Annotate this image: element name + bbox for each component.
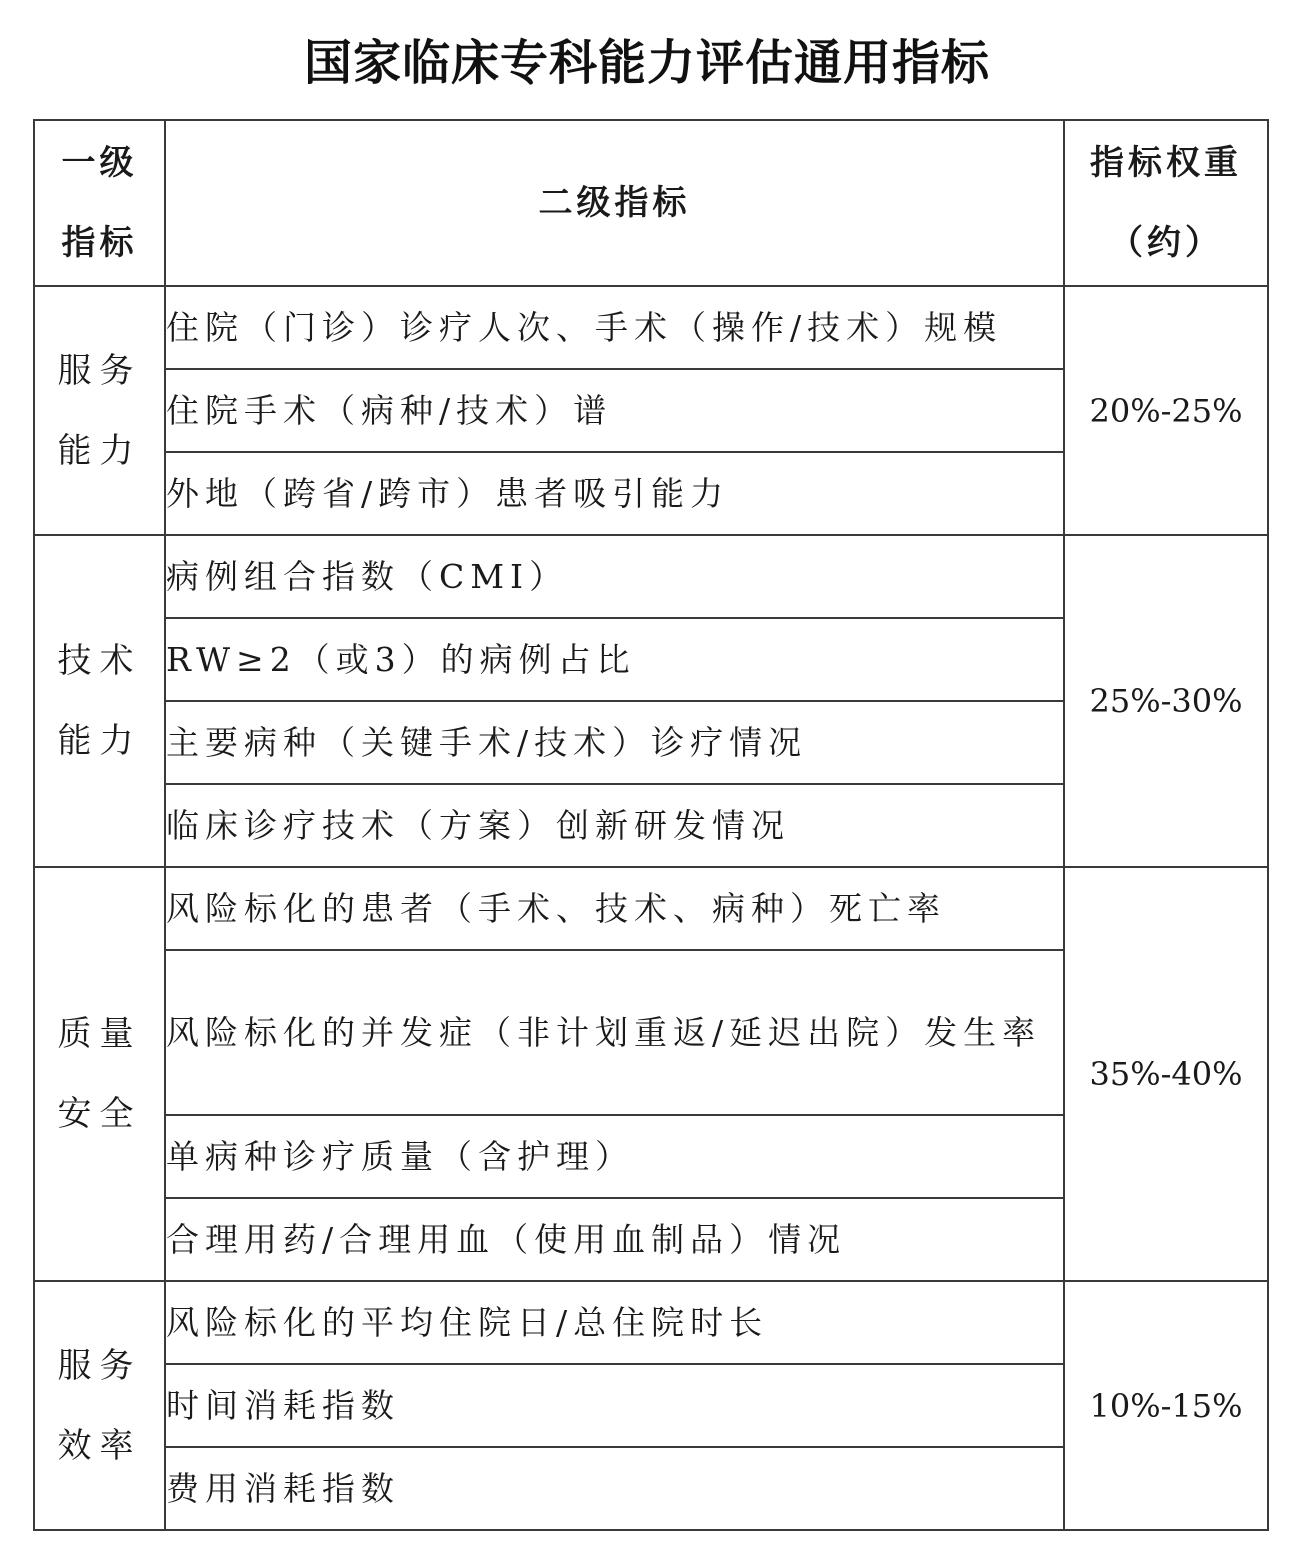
- indicator-item: 病例组合指数（CMI）: [165, 535, 1064, 618]
- group-name-technical-capability: [34, 535, 165, 867]
- header-level1-line1: 一级: [61, 143, 138, 183]
- group-name-line2: 效率: [57, 1425, 142, 1466]
- header-level1-line2: 指标: [61, 223, 138, 263]
- indicator-item: 风险标化的患者（手术、技术、病种）死亡率: [165, 867, 1064, 950]
- indicator-item: 外地（跨省/跨市）患者吸引能力: [165, 452, 1064, 535]
- table-row: [34, 867, 1268, 950]
- header-level1: [34, 120, 165, 286]
- group-weight: 10%-15%: [1064, 1281, 1268, 1530]
- group-name-service-efficiency: [34, 1281, 165, 1530]
- group-weight: 25%-30%: [1064, 535, 1268, 867]
- header-weight: [1064, 120, 1268, 286]
- group-name-line1: 技术: [57, 641, 142, 681]
- indicator-item: 时间消耗指数: [165, 1364, 1064, 1447]
- indicator-item: 单病种诊疗质量（含护理）: [165, 1115, 1064, 1198]
- group-name-service-capability: [34, 286, 165, 535]
- header-weight-line2: （约）: [1109, 223, 1223, 263]
- table-row: [34, 1281, 1268, 1364]
- header-weight-line1: 指标权重: [1090, 143, 1242, 183]
- group-name-line1: 质量: [57, 1014, 142, 1054]
- group-weight: 20%-25%: [1064, 286, 1268, 535]
- table-row: [34, 535, 1268, 618]
- indicator-item: 主要病种（关键手术/技术）诊疗情况: [165, 701, 1064, 784]
- indicator-item: 住院手术（病种/技术）谱: [165, 369, 1064, 452]
- indicator-item: 合理用药/合理用血（使用血制品）情况: [165, 1198, 1064, 1281]
- indicator-table: [33, 119, 1269, 1531]
- indicator-item: 风险标化的并发症（非计划重返/延迟出院）发生率: [165, 950, 1064, 1115]
- group-name-line2: 能力: [57, 430, 142, 471]
- group-name-quality-safety: [34, 867, 165, 1281]
- indicator-item: 住院（门诊）诊疗人次、手术（操作/技术）规模: [165, 286, 1064, 369]
- indicator-item: 临床诊疗技术（方案）创新研发情况: [165, 784, 1064, 867]
- indicator-item: 费用消耗指数: [165, 1447, 1064, 1530]
- indicator-item: RW≥2（或3）的病例占比: [165, 618, 1064, 701]
- page-title: 国家临床专科能力评估通用指标: [303, 35, 990, 91]
- group-name-line1: 服务: [57, 350, 142, 391]
- table-header-row: [34, 120, 1268, 286]
- group-name-line2: 能力: [57, 721, 142, 761]
- group-name-line2: 安全: [57, 1094, 142, 1134]
- group-name-line1: 服务: [57, 1345, 142, 1386]
- indicator-item: 风险标化的平均住院日/总住院时长: [165, 1281, 1064, 1364]
- header-level2: 二级指标: [165, 120, 1064, 286]
- group-weight: 35%-40%: [1064, 867, 1268, 1281]
- table-row: [34, 286, 1268, 369]
